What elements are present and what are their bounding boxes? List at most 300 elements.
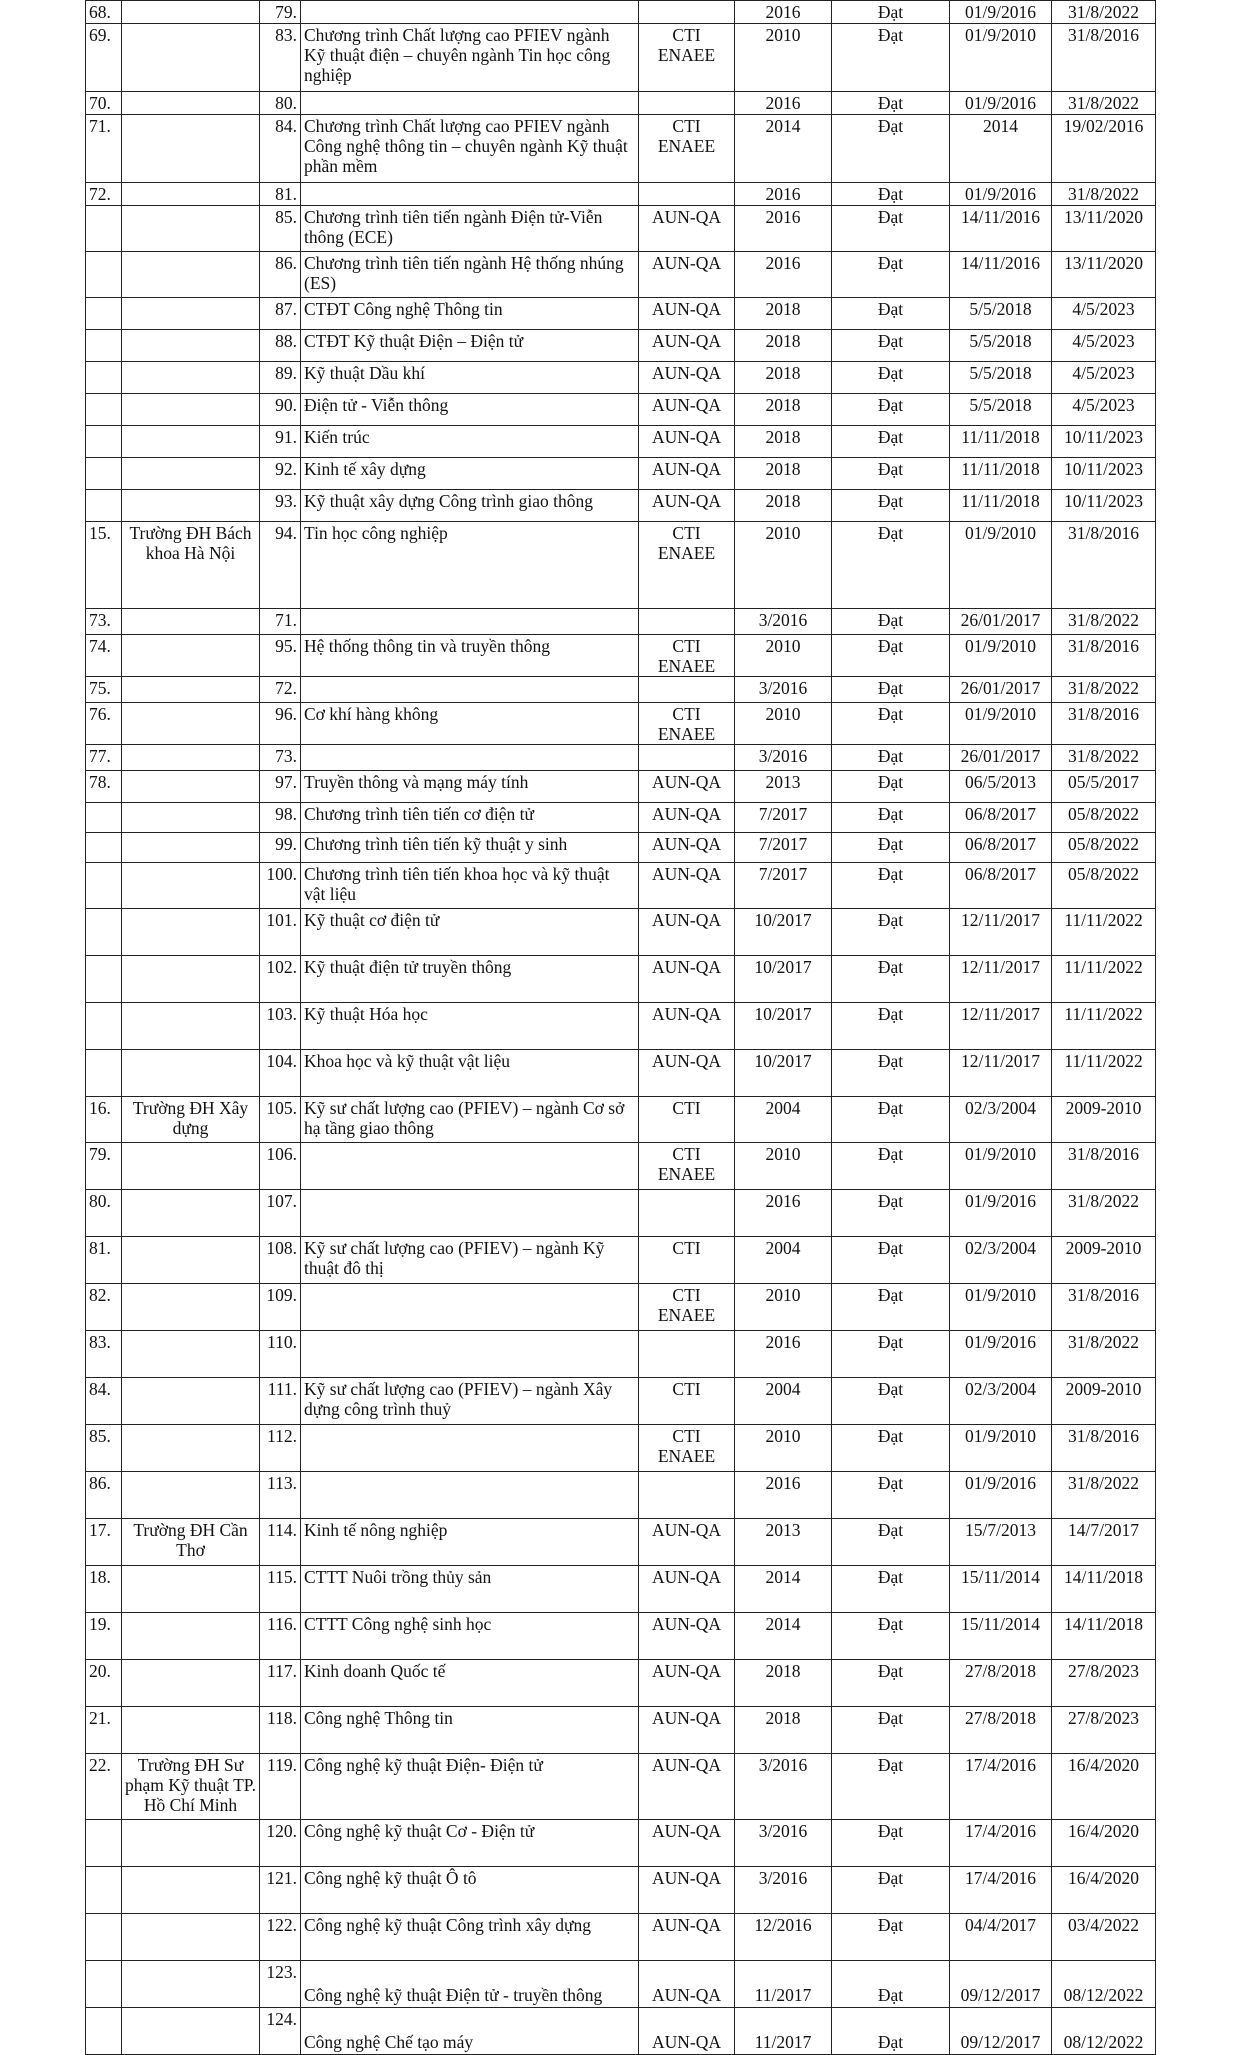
program-name-cell bbox=[301, 1425, 639, 1472]
standard-cell: AUN-QA bbox=[639, 490, 735, 522]
result-cell: Đạt bbox=[832, 1331, 950, 1378]
assessment-year-cell: 3/2016 bbox=[735, 1867, 832, 1914]
row-number-cell bbox=[86, 458, 122, 490]
table-row bbox=[86, 362, 1156, 394]
standard-cell bbox=[639, 745, 735, 771]
valid-to-cell: 31/8/2016 bbox=[1052, 635, 1156, 677]
assessment-year-cell: 2016 bbox=[735, 1472, 832, 1519]
assessment-year-cell: 2018 bbox=[735, 394, 832, 426]
valid-from-cell: 01/9/2016 bbox=[950, 1, 1052, 24]
valid-to-cell: 31/8/2022 bbox=[1052, 92, 1156, 115]
program-index-cell: 91. bbox=[260, 426, 301, 458]
program-index-cell: 86. bbox=[260, 252, 301, 298]
valid-to-cell: 16/4/2020 bbox=[1052, 1820, 1156, 1867]
program-index-cell: 104. bbox=[260, 1050, 301, 1097]
school-name-cell bbox=[122, 298, 260, 330]
result-cell: Đạt bbox=[832, 1961, 950, 2008]
program-index-cell: 71. bbox=[260, 609, 301, 635]
assessment-year-cell: 3/2016 bbox=[735, 1820, 832, 1867]
assessment-year-cell: 2010 bbox=[735, 1284, 832, 1331]
row-number-cell bbox=[86, 863, 122, 909]
row-number-cell bbox=[86, 2008, 122, 2055]
program-index-cell: 85. bbox=[260, 206, 301, 252]
program-index-cell: 84. bbox=[260, 115, 301, 183]
row-number-cell: 22. bbox=[86, 1754, 122, 1820]
program-name-cell: Chương trình tiên tiến cơ điện tử bbox=[301, 803, 639, 833]
valid-to-cell: 27/8/2023 bbox=[1052, 1707, 1156, 1754]
program-index-cell: 97. bbox=[260, 771, 301, 803]
school-name-cell bbox=[122, 183, 260, 206]
program-index-cell: 96. bbox=[260, 703, 301, 745]
program-name-cell: Chương trình tiên tiến ngành Hệ thống nhúng (ES) bbox=[301, 252, 639, 298]
table-row bbox=[86, 909, 1156, 956]
table-row bbox=[86, 1237, 1156, 1284]
school-name-cell bbox=[122, 426, 260, 458]
school-name-cell bbox=[122, 490, 260, 522]
program-index-cell: 92. bbox=[260, 458, 301, 490]
result-cell: Đạt bbox=[832, 1820, 950, 1867]
table-row bbox=[86, 1143, 1156, 1190]
valid-to-cell: 16/4/2020 bbox=[1052, 1754, 1156, 1820]
valid-from-cell: 17/4/2016 bbox=[950, 1867, 1052, 1914]
assessment-year-cell: 2018 bbox=[735, 458, 832, 490]
table-row bbox=[86, 1961, 1156, 2008]
table-row bbox=[86, 677, 1156, 703]
standard-cell: CTI bbox=[639, 1378, 735, 1425]
result-cell: Đạt bbox=[832, 522, 950, 609]
standard-cell: AUN-QA bbox=[639, 833, 735, 863]
program-index-cell: 118. bbox=[260, 1707, 301, 1754]
valid-from-cell: 01/9/2010 bbox=[950, 1284, 1052, 1331]
program-index-cell: 112. bbox=[260, 1425, 301, 1472]
valid-to-cell: 31/8/2022 bbox=[1052, 1190, 1156, 1237]
program-name-cell bbox=[301, 1472, 639, 1519]
assessment-year-cell: 11/2017 bbox=[735, 2008, 832, 2055]
table-row bbox=[86, 206, 1156, 252]
row-number-cell bbox=[86, 1914, 122, 1961]
program-index-cell: 123. bbox=[260, 1961, 301, 2008]
result-cell: Đạt bbox=[832, 458, 950, 490]
result-cell: Đạt bbox=[832, 2008, 950, 2055]
result-cell: Đạt bbox=[832, 1237, 950, 1284]
row-number-cell: 80. bbox=[86, 1190, 122, 1237]
program-index-cell: 107. bbox=[260, 1190, 301, 1237]
school-name-cell bbox=[122, 1660, 260, 1707]
school-name-cell bbox=[122, 703, 260, 745]
valid-from-cell: 01/9/2010 bbox=[950, 24, 1052, 92]
result-cell: Đạt bbox=[832, 1378, 950, 1425]
table-row bbox=[86, 1050, 1156, 1097]
program-name-cell bbox=[301, 745, 639, 771]
school-name-cell bbox=[122, 1143, 260, 1190]
school-name-cell bbox=[122, 909, 260, 956]
program-name-cell: Truyền thông và mạng máy tính bbox=[301, 771, 639, 803]
row-number-cell: 77. bbox=[86, 745, 122, 771]
valid-to-cell: 05/8/2022 bbox=[1052, 803, 1156, 833]
row-number-cell bbox=[86, 1820, 122, 1867]
result-cell: Đạt bbox=[832, 1707, 950, 1754]
program-index-cell: 87. bbox=[260, 298, 301, 330]
program-index-cell: 124. bbox=[260, 2008, 301, 2055]
table-row bbox=[86, 426, 1156, 458]
school-name-cell bbox=[122, 1425, 260, 1472]
program-name-cell bbox=[301, 92, 639, 115]
result-cell: Đạt bbox=[832, 635, 950, 677]
result-cell: Đạt bbox=[832, 1613, 950, 1660]
table-row bbox=[86, 1613, 1156, 1660]
valid-from-cell: 01/9/2016 bbox=[950, 92, 1052, 115]
table-row bbox=[86, 1867, 1156, 1914]
school-name-cell bbox=[122, 745, 260, 771]
valid-from-cell: 12/11/2017 bbox=[950, 956, 1052, 1003]
table-row bbox=[86, 1378, 1156, 1425]
assessment-year-cell: 2010 bbox=[735, 1425, 832, 1472]
row-number-cell: 73. bbox=[86, 609, 122, 635]
standard-cell: AUN-QA bbox=[639, 394, 735, 426]
assessment-year-cell: 2016 bbox=[735, 252, 832, 298]
result-cell: Đạt bbox=[832, 1519, 950, 1566]
valid-to-cell: 11/11/2022 bbox=[1052, 1050, 1156, 1097]
program-name-cell: Kỹ sư chất lượng cao (PFIEV) – ngành Kỹ thuật đô thị bbox=[301, 1237, 639, 1284]
valid-to-cell: 4/5/2023 bbox=[1052, 298, 1156, 330]
table-row bbox=[86, 1472, 1156, 1519]
school-name-cell bbox=[122, 1820, 260, 1867]
school-name-cell bbox=[122, 1284, 260, 1331]
program-name-cell: Kỹ thuật điện tử truyền thông bbox=[301, 956, 639, 1003]
standard-cell: AUN-QA bbox=[639, 362, 735, 394]
row-number-cell bbox=[86, 330, 122, 362]
valid-to-cell: 31/8/2022 bbox=[1052, 1331, 1156, 1378]
school-name-cell bbox=[122, 362, 260, 394]
valid-from-cell: 12/11/2017 bbox=[950, 1050, 1052, 1097]
program-index-cell: 72. bbox=[260, 677, 301, 703]
valid-to-cell: 11/11/2022 bbox=[1052, 909, 1156, 956]
valid-from-cell: 2014 bbox=[950, 115, 1052, 183]
result-cell: Đạt bbox=[832, 330, 950, 362]
school-name-cell bbox=[122, 635, 260, 677]
assessment-year-cell: 2014 bbox=[735, 1566, 832, 1613]
valid-from-cell: 12/11/2017 bbox=[950, 1003, 1052, 1050]
school-name-cell bbox=[122, 1472, 260, 1519]
result-cell: Đạt bbox=[832, 1660, 950, 1707]
table-row bbox=[86, 771, 1156, 803]
program-name-cell: Kinh tế nông nghiệp bbox=[301, 1519, 639, 1566]
school-name-cell bbox=[122, 833, 260, 863]
accreditation-table bbox=[85, 0, 1156, 2055]
table-row bbox=[86, 92, 1156, 115]
table-row bbox=[86, 1190, 1156, 1237]
row-number-cell: 75. bbox=[86, 677, 122, 703]
standard-cell: AUN-QA bbox=[639, 206, 735, 252]
program-index-cell: 90. bbox=[260, 394, 301, 426]
table-row bbox=[86, 956, 1156, 1003]
standard-cell: AUN-QA bbox=[639, 771, 735, 803]
standard-cell: AUN-QA bbox=[639, 1519, 735, 1566]
valid-to-cell: 31/8/2022 bbox=[1052, 677, 1156, 703]
table-row bbox=[86, 745, 1156, 771]
table-row bbox=[86, 833, 1156, 863]
row-number-cell: 21. bbox=[86, 1707, 122, 1754]
standard-cell: CTI ENAEE bbox=[639, 115, 735, 183]
row-number-cell: 78. bbox=[86, 771, 122, 803]
program-name-cell: Cơ khí hàng không bbox=[301, 703, 639, 745]
valid-from-cell: 26/01/2017 bbox=[950, 609, 1052, 635]
assessment-year-cell: 2010 bbox=[735, 522, 832, 609]
table-row bbox=[86, 1003, 1156, 1050]
valid-from-cell: 14/11/2016 bbox=[950, 252, 1052, 298]
program-index-cell: 93. bbox=[260, 490, 301, 522]
valid-to-cell: 4/5/2023 bbox=[1052, 330, 1156, 362]
program-name-cell: Chương trình Chất lượng cao PFIEV ngành Công nghệ thông tin – chuyên ngành Kỹ thuật phần mềm bbox=[301, 115, 639, 183]
program-name-cell: Kỹ thuật Hóa học bbox=[301, 1003, 639, 1050]
school-name-cell bbox=[122, 1613, 260, 1660]
assessment-year-cell: 12/2016 bbox=[735, 1914, 832, 1961]
result-cell: Đạt bbox=[832, 92, 950, 115]
valid-from-cell: 01/9/2016 bbox=[950, 1190, 1052, 1237]
standard-cell: CTI ENAEE bbox=[639, 1143, 735, 1190]
row-number-cell bbox=[86, 956, 122, 1003]
valid-from-cell: 17/4/2016 bbox=[950, 1820, 1052, 1867]
assessment-year-cell: 3/2016 bbox=[735, 1754, 832, 1820]
program-index-cell: 120. bbox=[260, 1820, 301, 1867]
result-cell: Đạt bbox=[832, 803, 950, 833]
row-number-cell: 86. bbox=[86, 1472, 122, 1519]
assessment-year-cell: 2018 bbox=[735, 426, 832, 458]
assessment-year-cell: 2010 bbox=[735, 635, 832, 677]
valid-from-cell: 17/4/2016 bbox=[950, 1754, 1052, 1820]
school-name-cell: Trường ĐH Sư phạm Kỹ thuật TP. Hồ Chí Minh bbox=[122, 1754, 260, 1820]
table-row bbox=[86, 2008, 1156, 2055]
table-row bbox=[86, 635, 1156, 677]
assessment-year-cell: 2010 bbox=[735, 24, 832, 92]
school-name-cell: Trường ĐH Cần Thơ bbox=[122, 1519, 260, 1566]
assessment-year-cell: 2018 bbox=[735, 330, 832, 362]
row-number-cell: 17. bbox=[86, 1519, 122, 1566]
assessment-year-cell: 2016 bbox=[735, 206, 832, 252]
row-number-cell: 15. bbox=[86, 522, 122, 609]
row-number-cell: 69. bbox=[86, 24, 122, 92]
program-index-cell: 80. bbox=[260, 92, 301, 115]
program-name-cell: Kỹ sư chất lượng cao (PFIEV) – ngành Xây dựng công trình thuỷ bbox=[301, 1378, 639, 1425]
standard-cell bbox=[639, 92, 735, 115]
school-name-cell bbox=[122, 206, 260, 252]
standard-cell: CTI ENAEE bbox=[639, 24, 735, 92]
assessment-year-cell: 2018 bbox=[735, 298, 832, 330]
valid-to-cell: 27/8/2023 bbox=[1052, 1660, 1156, 1707]
standard-cell: AUN-QA bbox=[639, 1961, 735, 2008]
valid-to-cell: 2009-2010 bbox=[1052, 1378, 1156, 1425]
valid-to-cell: 2009-2010 bbox=[1052, 1097, 1156, 1143]
program-name-cell: Chương trình tiên tiến khoa học và kỹ thuật vật liệu bbox=[301, 863, 639, 909]
assessment-year-cell: 2013 bbox=[735, 771, 832, 803]
school-name-cell bbox=[122, 1914, 260, 1961]
row-number-cell bbox=[86, 362, 122, 394]
table-row bbox=[86, 703, 1156, 745]
result-cell: Đạt bbox=[832, 1867, 950, 1914]
school-name-cell bbox=[122, 677, 260, 703]
standard-cell: AUN-QA bbox=[639, 1820, 735, 1867]
valid-to-cell: 13/11/2020 bbox=[1052, 252, 1156, 298]
assessment-year-cell: 2014 bbox=[735, 115, 832, 183]
program-index-cell: 98. bbox=[260, 803, 301, 833]
standard-cell bbox=[639, 1331, 735, 1378]
valid-from-cell: 01/9/2010 bbox=[950, 1425, 1052, 1472]
program-index-cell: 116. bbox=[260, 1613, 301, 1660]
standard-cell: AUN-QA bbox=[639, 863, 735, 909]
valid-from-cell: 15/7/2013 bbox=[950, 1519, 1052, 1566]
school-name-cell bbox=[122, 24, 260, 92]
program-index-cell: 101. bbox=[260, 909, 301, 956]
result-cell: Đạt bbox=[832, 24, 950, 92]
table-row bbox=[86, 1097, 1156, 1143]
assessment-year-cell: 2016 bbox=[735, 1190, 832, 1237]
program-name-cell bbox=[301, 1, 639, 24]
assessment-year-cell: 3/2016 bbox=[735, 677, 832, 703]
valid-to-cell: 11/11/2022 bbox=[1052, 1003, 1156, 1050]
valid-to-cell: 08/12/2022 bbox=[1052, 2008, 1156, 2055]
school-name-cell bbox=[122, 1961, 260, 2008]
table-row bbox=[86, 1425, 1156, 1472]
valid-from-cell: 01/9/2010 bbox=[950, 635, 1052, 677]
row-number-cell: 79. bbox=[86, 1143, 122, 1190]
result-cell: Đạt bbox=[832, 426, 950, 458]
valid-to-cell: 31/8/2016 bbox=[1052, 522, 1156, 609]
row-number-cell bbox=[86, 394, 122, 426]
program-name-cell bbox=[301, 183, 639, 206]
valid-from-cell: 04/4/2017 bbox=[950, 1914, 1052, 1961]
program-index-cell: 94. bbox=[260, 522, 301, 609]
program-index-cell: 111. bbox=[260, 1378, 301, 1425]
standard-cell: AUN-QA bbox=[639, 956, 735, 1003]
school-name-cell bbox=[122, 863, 260, 909]
standard-cell: CTI ENAEE bbox=[639, 522, 735, 609]
table-row bbox=[86, 394, 1156, 426]
row-number-cell: 68. bbox=[86, 1, 122, 24]
valid-to-cell: 31/8/2022 bbox=[1052, 1472, 1156, 1519]
row-number-cell bbox=[86, 298, 122, 330]
standard-cell: AUN-QA bbox=[639, 298, 735, 330]
school-name-cell bbox=[122, 2008, 260, 2055]
program-name-cell: Kỹ thuật xây dựng Công trình giao thông bbox=[301, 490, 639, 522]
valid-to-cell: 31/8/2022 bbox=[1052, 1, 1156, 24]
program-index-cell: 110. bbox=[260, 1331, 301, 1378]
program-index-cell: 88. bbox=[260, 330, 301, 362]
program-name-cell: Công nghệ kỹ thuật Điện- Điện tử bbox=[301, 1754, 639, 1820]
valid-from-cell: 06/5/2013 bbox=[950, 771, 1052, 803]
standard-cell: AUN-QA bbox=[639, 1050, 735, 1097]
standard-cell: AUN-QA bbox=[639, 1754, 735, 1820]
valid-from-cell: 01/9/2016 bbox=[950, 1331, 1052, 1378]
valid-from-cell: 5/5/2018 bbox=[950, 362, 1052, 394]
result-cell: Đạt bbox=[832, 1914, 950, 1961]
table-body bbox=[86, 1, 1156, 2055]
school-name-cell bbox=[122, 1566, 260, 1613]
valid-to-cell: 05/5/2017 bbox=[1052, 771, 1156, 803]
valid-from-cell: 09/12/2017 bbox=[950, 1961, 1052, 2008]
standard-cell: AUN-QA bbox=[639, 458, 735, 490]
valid-from-cell: 06/8/2017 bbox=[950, 863, 1052, 909]
result-cell: Đạt bbox=[832, 745, 950, 771]
program-name-cell: Điện tử - Viễn thông bbox=[301, 394, 639, 426]
assessment-year-cell: 2004 bbox=[735, 1378, 832, 1425]
table-row bbox=[86, 458, 1156, 490]
row-number-cell: 84. bbox=[86, 1378, 122, 1425]
program-name-cell: Kinh tế xây dựng bbox=[301, 458, 639, 490]
school-name-cell bbox=[122, 1331, 260, 1378]
standard-cell bbox=[639, 1472, 735, 1519]
program-name-cell: CTTT Công nghệ sinh học bbox=[301, 1613, 639, 1660]
row-number-cell: 70. bbox=[86, 92, 122, 115]
program-index-cell: 103. bbox=[260, 1003, 301, 1050]
valid-to-cell: 31/8/2022 bbox=[1052, 745, 1156, 771]
result-cell: Đạt bbox=[832, 1472, 950, 1519]
assessment-year-cell: 10/2017 bbox=[735, 956, 832, 1003]
program-name-cell bbox=[301, 1190, 639, 1237]
program-index-cell: 115. bbox=[260, 1566, 301, 1613]
result-cell: Đạt bbox=[832, 394, 950, 426]
assessment-year-cell: 2018 bbox=[735, 490, 832, 522]
valid-to-cell: 31/8/2016 bbox=[1052, 1425, 1156, 1472]
standard-cell: AUN-QA bbox=[639, 1914, 735, 1961]
program-index-cell: 81. bbox=[260, 183, 301, 206]
valid-from-cell: 26/01/2017 bbox=[950, 677, 1052, 703]
table-row bbox=[86, 863, 1156, 909]
standard-cell: AUN-QA bbox=[639, 1707, 735, 1754]
valid-from-cell: 01/9/2010 bbox=[950, 522, 1052, 609]
result-cell: Đạt bbox=[832, 206, 950, 252]
valid-to-cell: 31/8/2016 bbox=[1052, 1143, 1156, 1190]
valid-from-cell: 5/5/2018 bbox=[950, 298, 1052, 330]
school-name-cell bbox=[122, 1003, 260, 1050]
standard-cell: AUN-QA bbox=[639, 909, 735, 956]
result-cell: Đạt bbox=[832, 863, 950, 909]
assessment-year-cell: 2018 bbox=[735, 1707, 832, 1754]
program-name-cell: Hệ thống thông tin và truyền thông bbox=[301, 635, 639, 677]
table-row bbox=[86, 252, 1156, 298]
standard-cell bbox=[639, 677, 735, 703]
standard-cell bbox=[639, 609, 735, 635]
valid-from-cell: 11/11/2018 bbox=[950, 458, 1052, 490]
result-cell: Đạt bbox=[832, 1190, 950, 1237]
valid-to-cell: 13/11/2020 bbox=[1052, 206, 1156, 252]
row-number-cell: 74. bbox=[86, 635, 122, 677]
program-index-cell: 83. bbox=[260, 24, 301, 92]
valid-to-cell: 10/11/2023 bbox=[1052, 458, 1156, 490]
result-cell: Đạt bbox=[832, 1425, 950, 1472]
program-name-cell: Công nghệ Chế tạo máy bbox=[301, 2008, 639, 2055]
assessment-year-cell: 7/2017 bbox=[735, 833, 832, 863]
table-row bbox=[86, 609, 1156, 635]
row-number-cell: 83. bbox=[86, 1331, 122, 1378]
standard-cell bbox=[639, 1190, 735, 1237]
valid-from-cell: 01/9/2016 bbox=[950, 183, 1052, 206]
table-row bbox=[86, 330, 1156, 362]
table-row bbox=[86, 1566, 1156, 1613]
valid-from-cell: 11/11/2018 bbox=[950, 490, 1052, 522]
result-cell: Đạt bbox=[832, 1003, 950, 1050]
program-name-cell: Kỹ thuật cơ điện tử bbox=[301, 909, 639, 956]
table-row bbox=[86, 298, 1156, 330]
row-number-cell bbox=[86, 252, 122, 298]
program-index-cell: 108. bbox=[260, 1237, 301, 1284]
table-row bbox=[86, 115, 1156, 183]
valid-from-cell: 14/11/2016 bbox=[950, 206, 1052, 252]
program-name-cell: Chương trình tiên tiến ngành Điện tử-Viễn thông (ECE) bbox=[301, 206, 639, 252]
result-cell: Đạt bbox=[832, 1143, 950, 1190]
program-index-cell: 79. bbox=[260, 1, 301, 24]
program-name-cell: Kỹ thuật Dầu khí bbox=[301, 362, 639, 394]
assessment-year-cell: 2004 bbox=[735, 1097, 832, 1143]
